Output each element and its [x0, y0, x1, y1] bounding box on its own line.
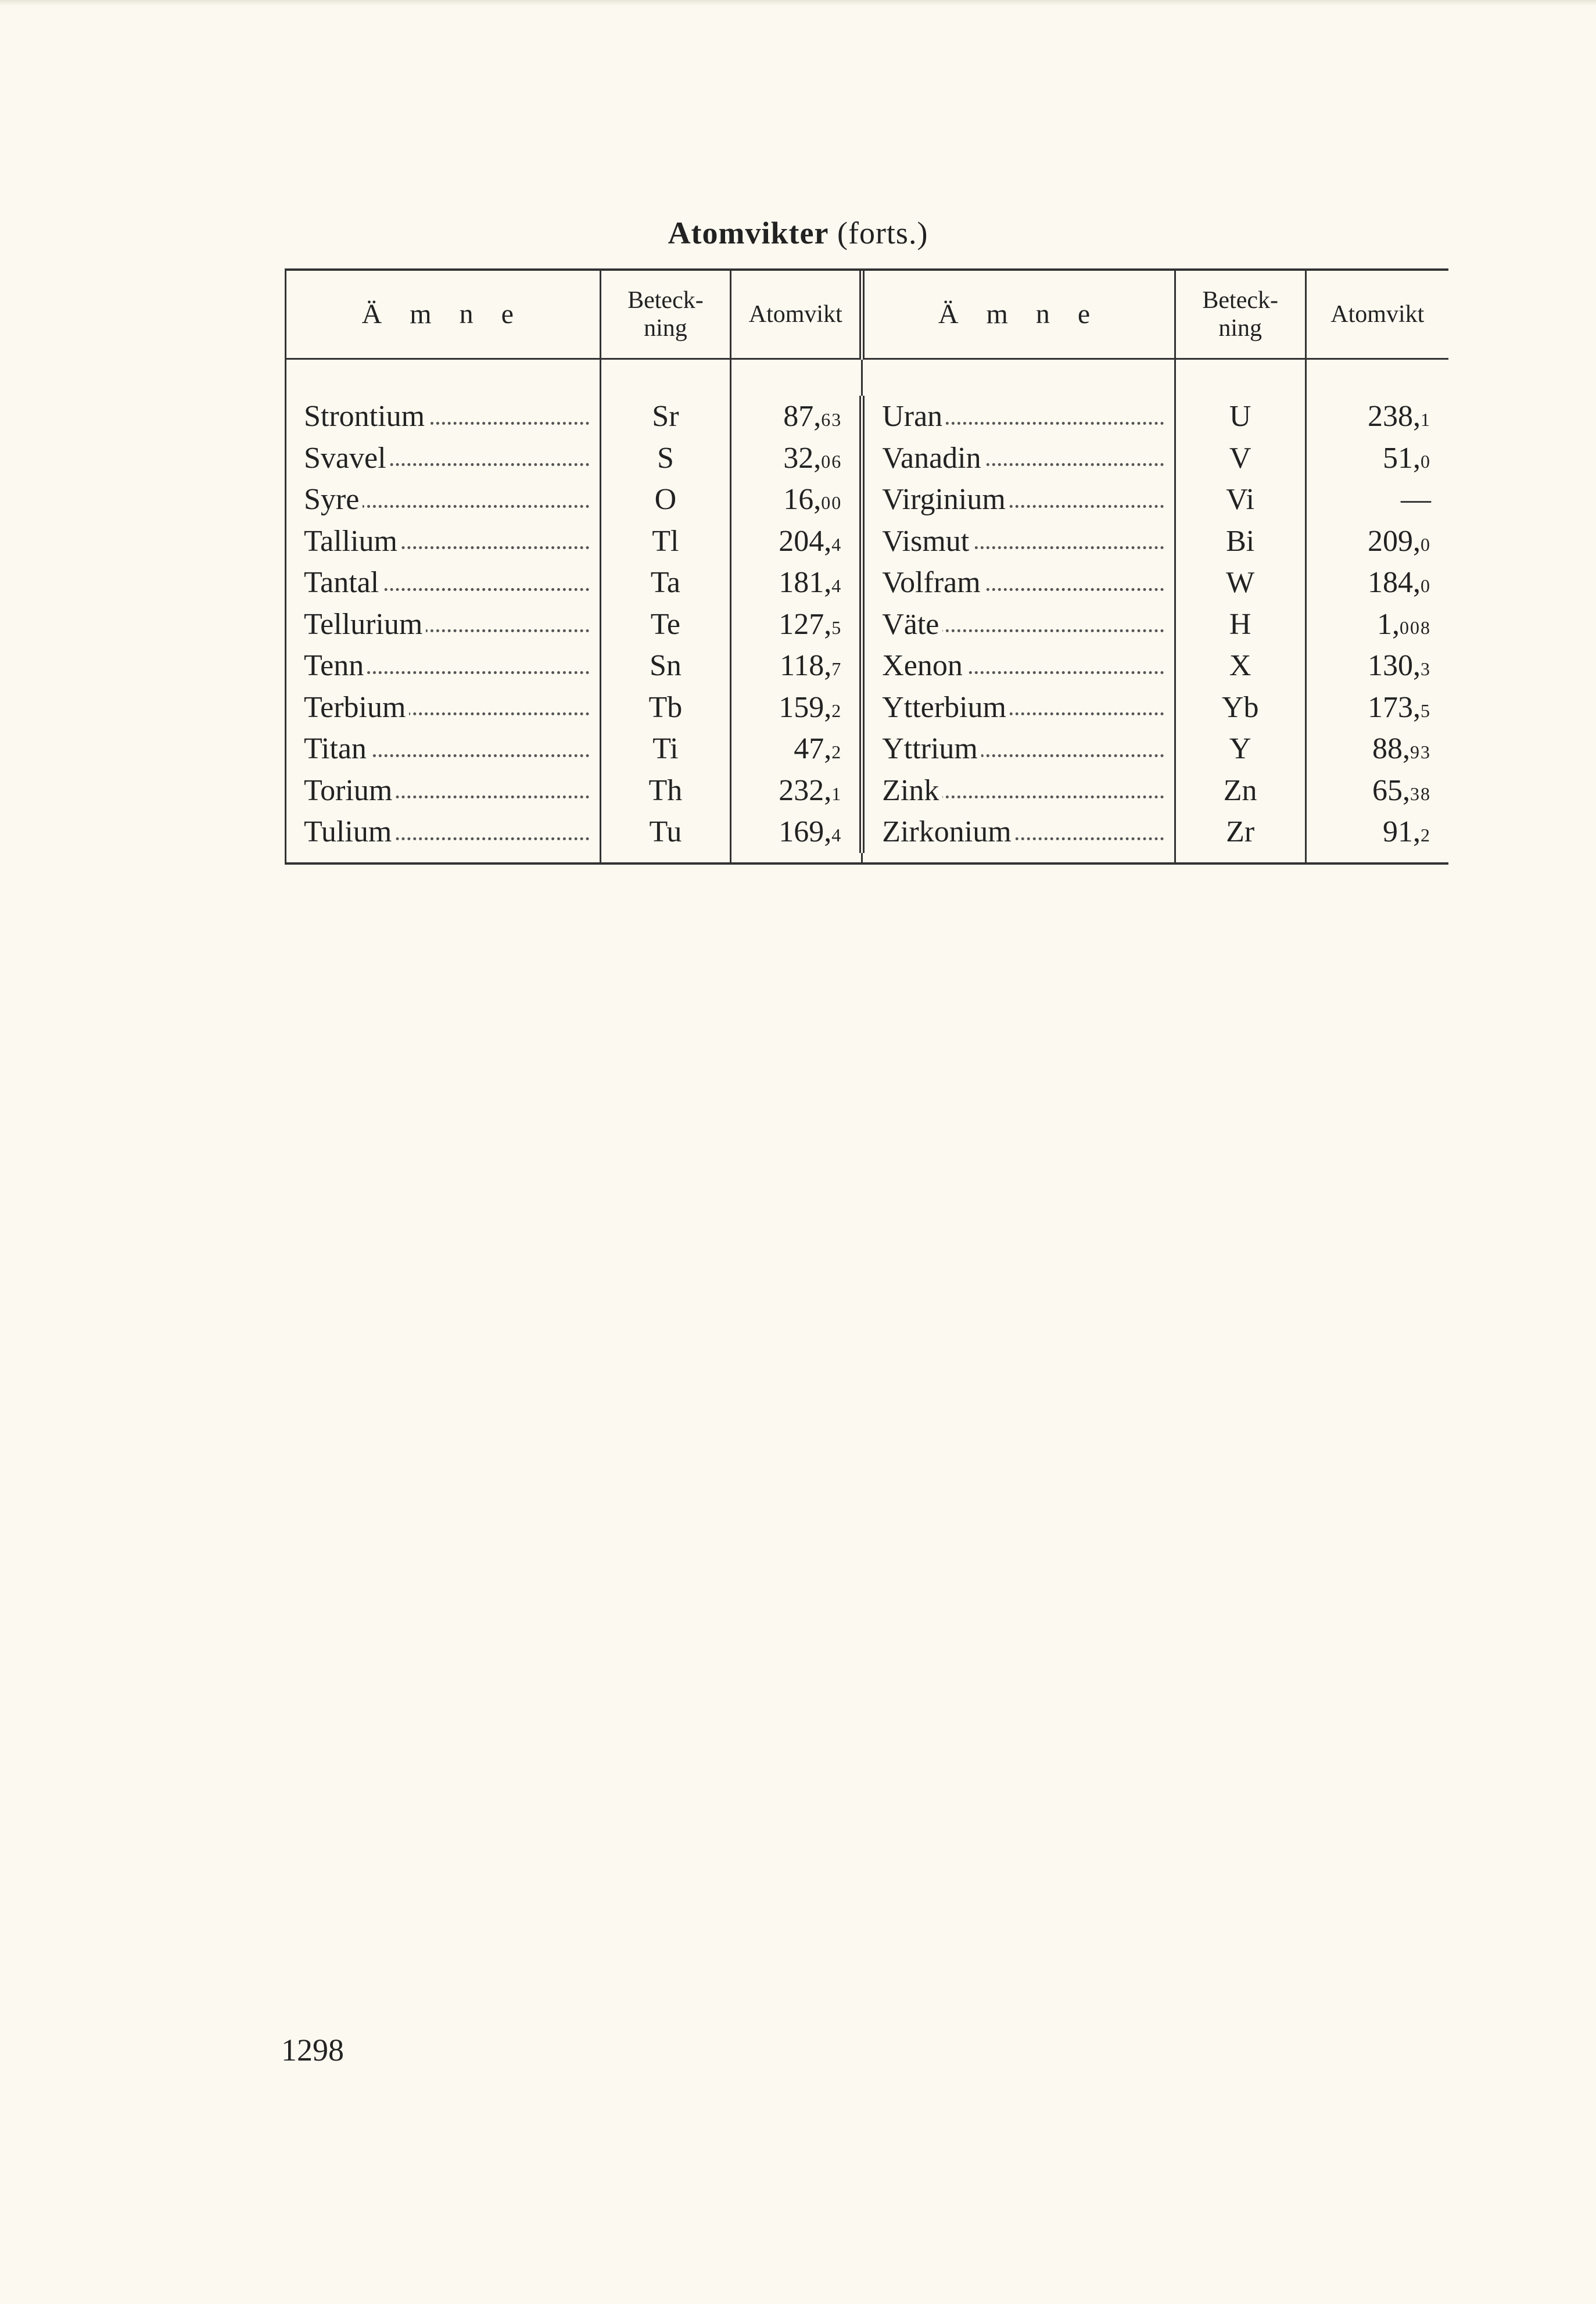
table-row: [286, 687, 1449, 729]
table-row: [286, 438, 1449, 479]
element-name: Xenon: [882, 649, 966, 682]
element-name: Terbium: [304, 691, 409, 724]
element-name-cell: [286, 645, 601, 687]
element-symbol: Sr: [600, 396, 731, 438]
weight-decimal: 2: [831, 700, 842, 721]
weight-integer: 87,: [783, 400, 822, 433]
atomic-weight-cell: [1306, 438, 1448, 479]
atomic-weight-cell: [731, 687, 862, 729]
table-row: [286, 396, 1449, 438]
element-name: Tulium: [304, 815, 395, 848]
element-symbol: H: [1175, 604, 1306, 646]
weight-decimal: 1: [1421, 409, 1431, 431]
atomic-weights-table: [285, 268, 1448, 865]
element-symbol: W: [1175, 562, 1306, 604]
table-row: [286, 562, 1449, 604]
element-name: Tantal: [304, 566, 382, 599]
weight-decimal: 7: [831, 658, 842, 680]
table-row: [286, 770, 1449, 812]
element-name: Väte: [882, 608, 942, 641]
weight-decimal: 0: [1421, 575, 1431, 597]
header-amne-right: Ä m n e: [862, 271, 1175, 359]
element-name-cell: [286, 770, 601, 812]
atomic-weight-cell: [731, 645, 862, 687]
atomic-weight-cell: [731, 604, 862, 646]
element-name-cell: [862, 770, 1175, 812]
atomic-weight-cell: [1306, 396, 1448, 438]
element-name: Svavel: [304, 442, 390, 475]
title-bold: Atomvikter: [668, 216, 829, 250]
weight-decimal: 06: [821, 450, 842, 472]
atomic-weight-cell: [731, 479, 862, 521]
element-symbol: Zn: [1175, 770, 1306, 812]
page-edge: [0, 0, 1596, 6]
table-row: [286, 479, 1449, 521]
element-symbol: Tu: [600, 811, 731, 853]
element-name: Zirkonium: [882, 815, 1014, 848]
element-name-cell: [862, 396, 1175, 438]
element-name: Vismut: [882, 525, 973, 558]
element-name: Syre: [304, 483, 363, 516]
element-name: Zink: [882, 774, 942, 807]
spacer-row: [286, 359, 1449, 396]
element-symbol: X: [1175, 645, 1306, 687]
element-symbol: Yb: [1175, 687, 1306, 729]
element-name: Strontium: [304, 400, 428, 433]
weight-integer: 184,: [1368, 566, 1421, 600]
element-name-cell: [286, 562, 601, 604]
atomic-weight-cell: [1306, 521, 1448, 562]
table-row: [286, 728, 1449, 770]
weight-integer: 181,: [779, 566, 832, 600]
weight-integer: 47,: [794, 732, 832, 766]
atomic-weight-cell: [1306, 770, 1448, 812]
weight-integer: 1,: [1377, 607, 1400, 641]
weight-decimal: 4: [831, 825, 842, 846]
weight-integer: 238,: [1368, 400, 1421, 433]
weight-integer: 173,: [1368, 690, 1421, 724]
element-name-cell: [862, 604, 1175, 646]
weight-decimal: 4: [831, 533, 842, 555]
weight-integer: 32,: [783, 441, 822, 475]
header-beteckning-right: Beteck- ning: [1175, 271, 1306, 359]
page-number: 1298: [281, 2033, 344, 2067]
element-name-cell: [286, 728, 601, 770]
weight-integer: —: [1401, 483, 1431, 517]
element-symbol: Y: [1175, 728, 1306, 770]
weight-integer: 159,: [779, 690, 832, 724]
table-body: [286, 359, 1449, 862]
weight-integer: 88,: [1372, 732, 1410, 766]
weight-decimal: 00: [821, 492, 842, 514]
element-symbol: Te: [600, 604, 731, 646]
element-name-cell: [286, 438, 601, 479]
element-symbol: Zr: [1175, 811, 1306, 853]
element-symbol: Ta: [600, 562, 731, 604]
page-title: [0, 215, 1596, 251]
atomic-weight-cell: [1306, 728, 1448, 770]
weight-decimal: 63: [821, 409, 842, 431]
weight-decimal: 4: [831, 575, 842, 597]
element-name-cell: [862, 438, 1175, 479]
element-name: Tenn: [304, 649, 367, 682]
weight-integer: 16,: [783, 483, 822, 517]
element-name: Torium: [304, 774, 396, 807]
weight-integer: 209,: [1368, 524, 1421, 558]
element-name-cell: [286, 687, 601, 729]
element-symbol: Tb: [600, 687, 731, 729]
weight-decimal: 0: [1421, 533, 1431, 555]
weight-integer: 204,: [779, 524, 832, 558]
element-name-cell: [286, 811, 601, 853]
table-row: [286, 604, 1449, 646]
element-symbol: Vi: [1175, 479, 1306, 521]
element-symbol: Sn: [600, 645, 731, 687]
weight-decimal: 38: [1410, 783, 1431, 804]
element-name-cell: [286, 521, 601, 562]
atomic-weight-cell: [731, 396, 862, 438]
atomic-weight-cell: [1306, 604, 1448, 646]
weight-integer: 232,: [779, 773, 832, 807]
table-row: [286, 521, 1449, 562]
element-name-cell: [862, 479, 1175, 521]
header-beteckning-left: Beteck- ning: [600, 271, 731, 359]
atomic-weight-cell: [731, 728, 862, 770]
header-amne-left: Ä m n e: [286, 271, 601, 359]
atomic-weight-cell: [1306, 479, 1448, 521]
element-name: Virginium: [882, 483, 1009, 516]
atomic-weight-cell: [1306, 562, 1448, 604]
atomic-weight-cell: [731, 811, 862, 853]
element-name: Tallium: [304, 525, 401, 558]
element-name-cell: [286, 479, 601, 521]
header-atomvikt-right: Atomvikt: [1306, 271, 1448, 359]
element-name-cell: [862, 562, 1175, 604]
element-symbol: Tl: [600, 521, 731, 562]
weight-integer: 127,: [779, 607, 832, 641]
element-name-cell: [862, 645, 1175, 687]
element-name: Tellurium: [304, 608, 426, 641]
weight-decimal: 5: [831, 617, 842, 638]
element-symbol: Bi: [1175, 521, 1306, 562]
header-atomvikt-left: Atomvikt: [731, 271, 862, 359]
weight-decimal: 3: [1421, 658, 1431, 680]
element-name-cell: [862, 728, 1175, 770]
bottom-spacer-row: [286, 853, 1449, 862]
weight-integer: 169,: [779, 815, 832, 849]
element-symbol: O: [600, 479, 731, 521]
title-rest: (forts.): [837, 216, 928, 250]
atomic-weight-cell: [1306, 811, 1448, 853]
element-name: Yttrium: [882, 732, 981, 765]
table-row: [286, 811, 1449, 853]
element-symbol: Ti: [600, 728, 731, 770]
atomic-weight-cell: [731, 521, 862, 562]
element-name-cell: [286, 604, 601, 646]
atomic-weight-cell: [731, 438, 862, 479]
weight-integer: 118,: [780, 649, 832, 683]
atomic-weight-cell: [1306, 645, 1448, 687]
weight-decimal: 1: [831, 783, 842, 804]
weight-integer: 130,: [1368, 649, 1421, 683]
element-name: Uran: [882, 400, 946, 433]
weight-decimal: 0: [1421, 450, 1431, 472]
element-name-cell: [862, 687, 1175, 729]
element-symbol: U: [1175, 396, 1306, 438]
weight-decimal: 93: [1410, 741, 1431, 763]
table-row: [286, 645, 1449, 687]
atomic-weight-cell: [1306, 687, 1448, 729]
element-name-cell: [862, 521, 1175, 562]
weight-decimal: 008: [1400, 617, 1431, 638]
element-name: Ytterbium: [882, 691, 1010, 724]
element-name-cell: [286, 396, 601, 438]
weight-integer: 51,: [1383, 441, 1421, 475]
weight-decimal: 2: [1421, 825, 1431, 846]
weight-integer: 91,: [1383, 815, 1421, 849]
element-symbol: V: [1175, 438, 1306, 479]
element-name: Vanadin: [882, 442, 984, 475]
weight-decimal: 2: [831, 741, 842, 763]
weight-integer: 65,: [1372, 773, 1410, 807]
element-symbol: Th: [600, 770, 731, 812]
element-name-cell: [862, 811, 1175, 853]
atomic-weight-cell: [731, 770, 862, 812]
atomic-weight-cell: [731, 562, 862, 604]
element-symbol: S: [600, 438, 731, 479]
header-row: [286, 271, 1449, 359]
element-name: Volfram: [882, 566, 984, 599]
weight-decimal: 5: [1421, 700, 1431, 721]
element-name: Titan: [304, 732, 370, 765]
